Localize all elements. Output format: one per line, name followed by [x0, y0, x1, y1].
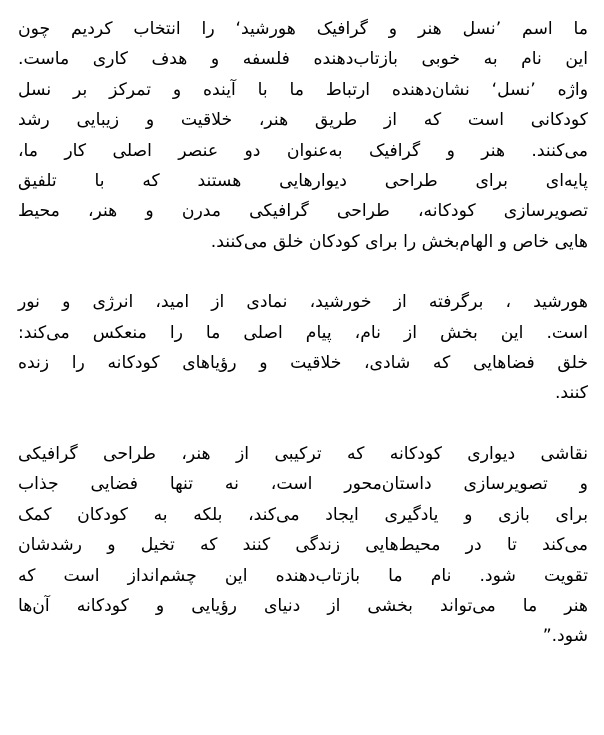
- text-line: می‌کند تا در محیط‌هایی زندگی کنند که تخیل و رشدشان: [18, 535, 588, 556]
- text-line: هورشید ، برگرفته از خورشید، نمادی از امید، انرژی و نور: [18, 292, 588, 313]
- document-body: [18, 14, 588, 652]
- text-line: شود.”: [542, 626, 588, 647]
- text-line: می‌کنند. هنر و گرافیک به‌عنوان دو عنصر اصلی کار ما،: [18, 140, 588, 161]
- text-line: خلق فضاهایی که شادی، خلاقیت و رؤیاهای کودکانه را زنده: [18, 353, 588, 374]
- text-line: تقویت شود. نام ما بازتاب‌دهنده این چشم‌انداز است که: [18, 565, 588, 586]
- text-line: است. این بخش از نام، پیام اصلی ما را منعکس می‌کند:: [18, 322, 588, 343]
- text-line: تصویرسازی کودکانه، طراحی گرافیکی مدرن و هنر، محیط: [18, 201, 588, 222]
- text-line: واژه ’نسل‘ نشان‌دهنده ارتباط ما با آینده و تمرکز بر نسل: [18, 79, 588, 100]
- text-line: کنند.: [554, 383, 588, 404]
- text-line: پایه‌ای برای طراحی دیوارهایی هستند که با تلفیق: [18, 171, 588, 192]
- text-line: نقاشی دیواری کودکانه که ترکیبی از هنر، طراحی گرافیکی: [18, 443, 588, 464]
- text-line: این نام به خوبی بازتاب‌دهنده فلسفه و هدف کاری ماست.: [18, 49, 588, 70]
- text-line: برای بازی و یادگیری ایجاد می‌کند، بلکه به کودکان کمک: [18, 504, 588, 525]
- text-line: ما اسم ’نسل هنر و گرافیک هورشید‘ را انتخاب کردیم چون: [18, 19, 588, 39]
- paragraph-mural-vision: [18, 439, 588, 652]
- text-line: کودکانی است که از طریق هنر، خلاقیت و زیبایی رشد: [18, 110, 588, 131]
- paragraph-hoorshid-meaning: [18, 287, 588, 409]
- text-line: هایی خاص و الهام‌بخش را برای کودکان خلق می‌کنند.: [210, 231, 588, 252]
- paragraph-name-origin: [18, 14, 588, 257]
- text-line: و تصویرسازی داستان‌محور است، نه تنها فضایی جذاب: [18, 474, 588, 495]
- text-line: هنر ما می‌تواند بخشی از دنیای رؤیایی و کودکانه آن‌ها: [18, 595, 588, 616]
